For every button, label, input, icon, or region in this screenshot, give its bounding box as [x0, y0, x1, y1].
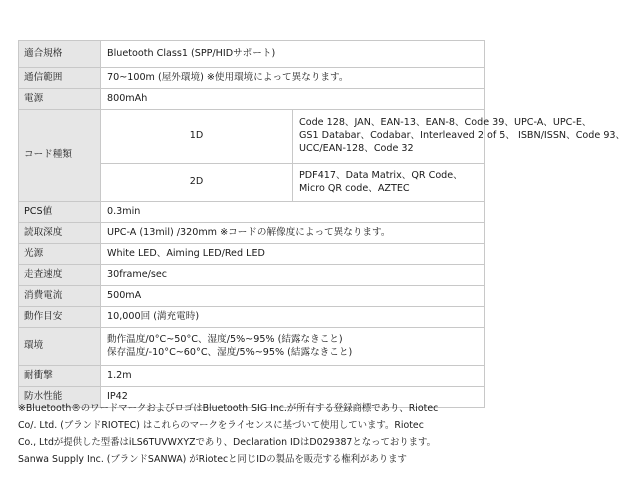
spec-value — [293, 164, 485, 202]
spec-label: 電源 — [19, 89, 101, 110]
spec-label: 環境 — [19, 328, 101, 366]
spec-row-shock — [19, 366, 485, 387]
environment-line: 動作温度/0°C~50°C、湿度/5%~95% (結露なきこと) — [107, 333, 343, 345]
spec-label: 読取深度 — [19, 223, 101, 244]
spec-row-operation — [19, 307, 485, 328]
environment-line: 保存温度/-10°C~60°C、湿度/5%~95% (結露なきこと) — [107, 346, 353, 358]
code-list-line: GS1 Databar、Codabar、Interleaved 2 of 5、 ISBN/ISSN、Code 93、 — [299, 130, 625, 142]
spec-value: 0.3min — [101, 202, 485, 223]
spec-label: コード種類 — [19, 110, 101, 202]
code-list-line: PDF417、Data Matrix、QR Code、 — [299, 169, 463, 181]
spec-label: PCS値 — [19, 202, 101, 223]
spec-value: 10,000回 (満充電時) — [101, 307, 485, 328]
code-list-line: UCC/EAN-128、Code 32 — [299, 142, 414, 154]
spec-label: 消費電流 — [19, 286, 101, 307]
spec-value — [293, 110, 625, 164]
spec-row-depth — [19, 223, 485, 244]
spec-row-pcs — [19, 202, 485, 223]
spec-value: 500mA — [101, 286, 485, 307]
spec-row-standard — [19, 41, 485, 68]
spec-row-light — [19, 244, 485, 265]
spec-table — [18, 40, 625, 408]
spec-value: IP42 — [101, 387, 485, 408]
spec-value — [101, 328, 485, 366]
code-list-line: Code 128、JAN、EAN-13、EAN-8、Code 39、UPC-A、UPC-E、 — [299, 117, 592, 129]
spec-label: 動作目安 — [19, 307, 101, 328]
spec-row-environment — [19, 328, 485, 366]
footnote-line: Sanwa Supply Inc. (ブランドSANWA) がRiotecと同じIDの製品を販売する権利があります — [18, 454, 407, 465]
code-list-line: Micro QR code、AZTEC — [299, 182, 410, 194]
code-type-label: 2D — [101, 164, 293, 202]
spec-value: 800mAh — [101, 89, 485, 110]
spec-row-code-1d — [19, 110, 485, 164]
spec-value: Bluetooth Class1 (SPP/HIDサポート) — [101, 41, 485, 68]
spec-label: 通信範囲 — [19, 68, 101, 89]
footnote — [18, 400, 485, 468]
spec-value: 30frame/sec — [101, 265, 485, 286]
spec-value: White LED、Aiming LED/Red LED — [101, 244, 485, 265]
spec-row-scan — [19, 265, 485, 286]
spec-value: 1.2m — [101, 366, 485, 387]
spec-row-current — [19, 286, 485, 307]
spec-label: 光源 — [19, 244, 101, 265]
spec-label: 走査速度 — [19, 265, 101, 286]
spec-label: 適合規格 — [19, 41, 101, 68]
footnote-line: ※Bluetooth®のワードマークおよびロゴはBluetooth SIG Inc.が所有する登録商標であり、Riotec — [18, 403, 439, 414]
footnote-line: Co., Ltdが提供した型番はiLS6TUVWXYZであり、Declaration IDはD029387となっております。 — [18, 437, 437, 448]
spec-value: 70~100m (屋外環境) ※使用環境によって異なります。 — [101, 68, 485, 89]
spec-label: 防水性能 — [19, 387, 101, 408]
spec-row-power — [19, 89, 485, 110]
footnote-line: Co/. Ltd. (ブランドRIOTEC) はこれらのマークをライセンスに基づいて使用しています。Riotec — [18, 420, 424, 431]
spec-label: 耐衝撃 — [19, 366, 101, 387]
spec-value: UPC-A (13mil) /320mm ※コードの解像度によって異なります。 — [101, 223, 485, 244]
spec-row-range — [19, 68, 485, 89]
code-type-label: 1D — [101, 110, 293, 164]
